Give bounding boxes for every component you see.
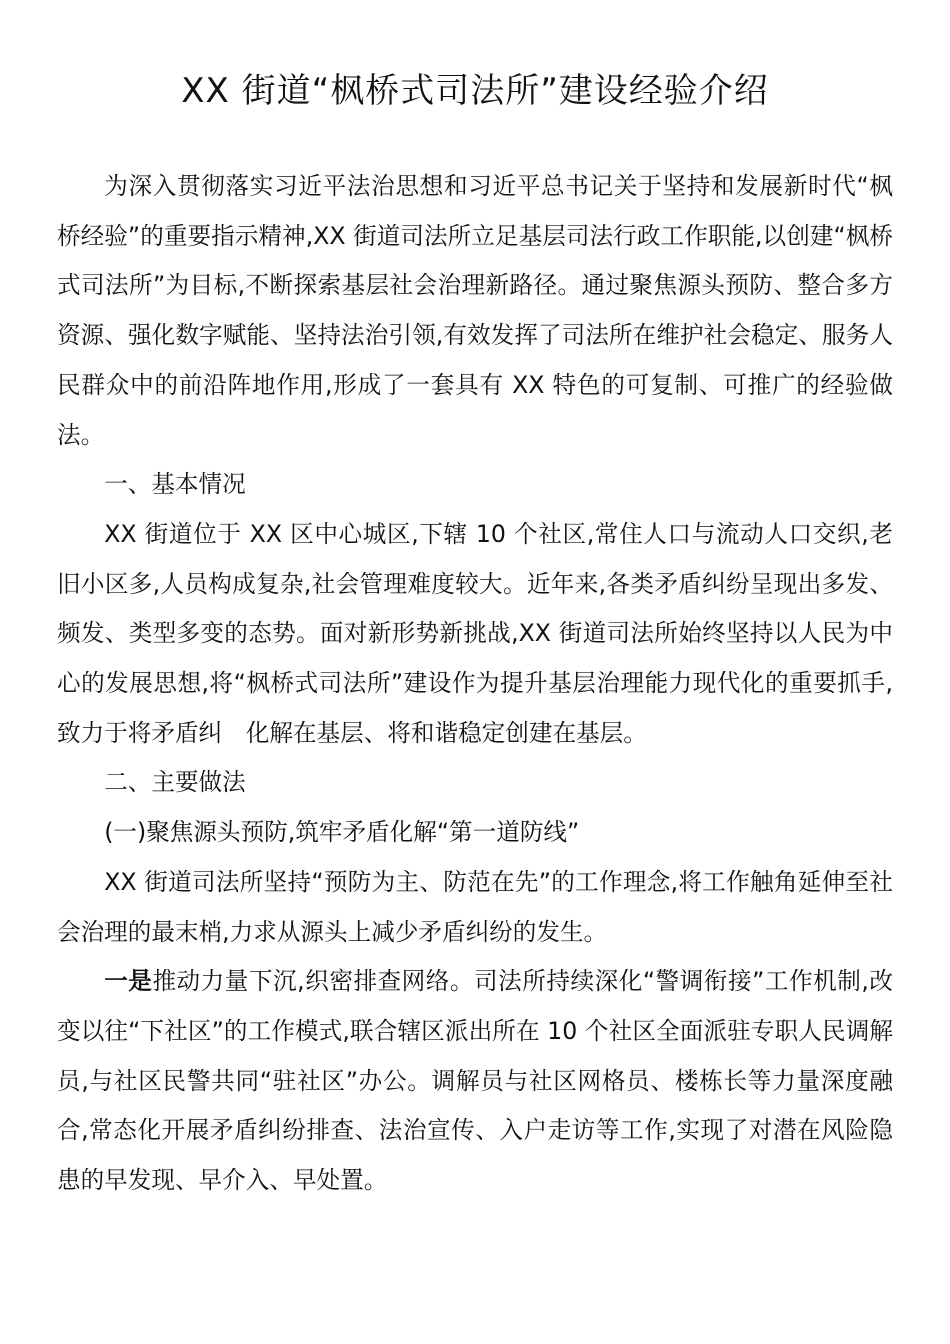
subheading-source-prevention: (一)聚焦源头预防,筑牢矛盾化解“第一道防线” [104,818,580,847]
basic-situation-paragraph: XX 街道位于 XX 区中心城区,下辖 10 个社区,常住人口与流动人口交织,老旧小区多,人员构成复杂,社会管理难度较大。近年来,各类矛盾纠纷呈现出多发、频发、类型多变的态势。面对新形势新挑战,XX 街道司法所始终坚持以人民为中心的发展思想,将“枫桥式司法所”建设作为提升基层治理能力现代化的重要抓手,致力于将矛盾纠 化解在基层、将和谐稳定创建在基层。 [57,519,893,747]
section-heading-practices: 二、主要做法 [104,768,246,797]
document-title: XX 街道“枫桥式司法所”建设经验介绍 [181,71,769,111]
point-one-paragraph [57,957,893,1206]
intro-paragraph: 为深入贯彻落实习近平法治思想和习近平总书记关于坚持和发展新时代“枫桥经验”的重要指示精神,XX 街道司法所立足基层司法行政工作职能,以创建“枫桥式司法所”为目标,不断探索基层社会治理新路径。通过聚焦源头预防、整合多方资源、强化数字赋能、坚持法治引领,有效发挥了司法所在维护社会稳定、服务人民群众中的前沿阵地作用,形成了一套具有 XX 特色的可复制、可推广的经验做法。 [57,172,893,449]
prevention-paragraph: XX 街道司法所坚持“预防为主、防范在先”的工作理念,将工作触角延伸至社会治理的最末梢,力求从源头上减少矛盾纠纷的发生。 [57,867,893,946]
point-one-text: 推动力量下沉,织密排查网络。司法所持续深化“警调衔接”工作机制,改变以往“下社区”的工作模式,联合辖区派出所在 10 个社区全面派驻专职人民调解员,与社区民警共同“驻社区”办公。调解员与社区网格员、楼栋长等力量深度融合,常态化开展矛盾纠纷排查、法治宣传、入户走访等工作,实现了对潜在风险隐患的早发现、早介入、早处置。 [57,967,893,1195]
point-one-lead: 一是 [104,967,153,996]
section-heading-basic: 一、基本情况 [104,470,246,499]
document-body [57,162,893,1206]
